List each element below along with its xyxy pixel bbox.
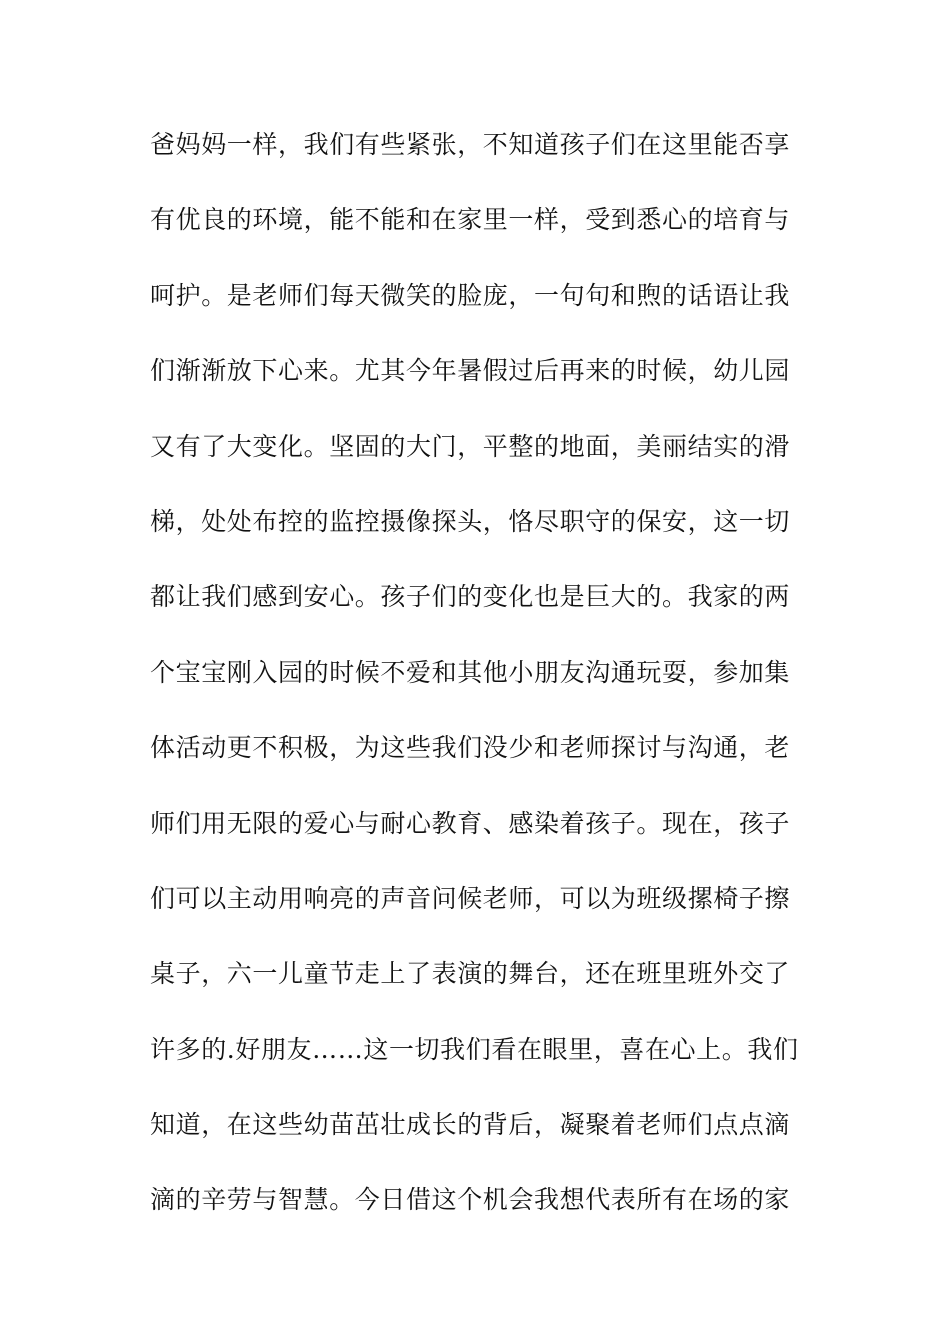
text-line: 梯，处处布控的监控摄像探头，恪尽职守的保安，这一切 — [150, 506, 791, 536]
text-line: 们可以主动用响亮的声音问候老师，可以为班级摞椅子擦 — [150, 883, 791, 913]
text-line: 桌子，六一儿童节走上了表演的舞台，还在班里班外交了 — [150, 959, 791, 989]
text-line: 都让我们感到安心。孩子们的变化也是巨大的。我家的两 — [150, 582, 791, 612]
text-line: 体活动更不积极，为这些我们没少和老师探讨与沟通，老 — [150, 733, 791, 763]
text-line: 呵护。是老师们每天微笑的脸庞，一句句和煦的话语让我 — [150, 280, 791, 310]
text-line: 有优良的环境，能不能和在家里一样，受到悉心的培育与 — [150, 205, 791, 235]
body-text — [150, 126, 810, 1257]
text-line: 滴的辛劳与智慧。今日借这个机会我想代表所有在场的家 — [150, 1185, 791, 1215]
text-line: 爸妈妈一样，我们有些紧张，不知道孩子们在这里能否享 — [150, 130, 791, 159]
text-line: 许多的.好朋友……这一切我们看在眼里，喜在心上。我们 — [150, 1034, 799, 1064]
text-line: 师们用无限的爱心与耐心教育、感染着孩子。现在，孩子 — [150, 808, 791, 838]
text-line: 们渐渐放下心来。尤其今年暑假过后再来的时候，幼儿园 — [150, 356, 791, 386]
text-line: 知道，在这些幼苗茁壮成长的背后，凝聚着老师们点点滴 — [150, 1110, 791, 1140]
text-line: 个宝宝刚入园的时候不爱和其他小朋友沟通玩耍，参加集 — [150, 657, 791, 687]
text-line: 又有了大变化。坚固的大门，平整的地面，美丽结实的滑 — [150, 431, 791, 461]
